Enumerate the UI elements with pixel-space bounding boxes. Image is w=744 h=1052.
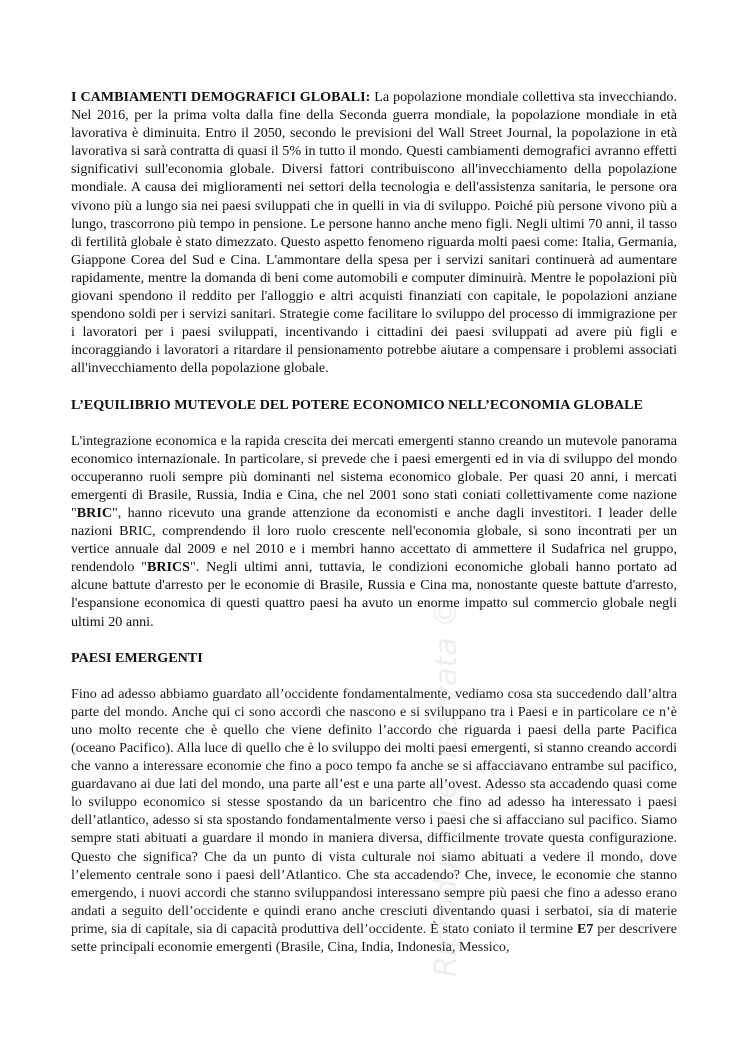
section-paesi-emergenti-body-2: per descrivere sette principali economie emergenti (Brasile, Cina, India, Indonesia, Messico, [71, 920, 677, 956]
section-demografici-heading: I CAMBIAMENTI DEMOGRAFICI GLOBALI: [71, 89, 371, 105]
e7-term: E7 [576, 920, 594, 937]
spacer [71, 378, 677, 396]
section-equilibrio-body-2: ", hanno ricevuto una grande attenzione da economisti e anche dagli investitori. I leader delle nazioni BRIC, comprendendo il loro ruolo crescente nell'economia globale, si sono incontrati per un vertice annuale dal 2009 e nel 2010 e i membri hanno accettato di ammettere il Sudafrica nel gruppo, rendendolo " [71, 504, 677, 576]
section-paesi-emergenti-body-1: Fino ad adesso abbiamo guardato all’occidente fondamentalmente, vediamo cosa sta succedendo dall’altra parte del mondo. Anche qui ci sono accordi che nascono e si sviluppano tra i Paesi e in particolare ce n’è uno molto recente che è quello che viene definito l’accordo che riguarda i paesi della parte Pacifica (oceano Pacifico). Alla luce di quello che è lo sviluppo dei molti paesi emergenti, si stanno creando accordi che vanno a interessare economie che fino a poco tempo fa anche se si affacciavano entrambe sul pacifico, guardavano ai due lati del mondo, una parte all’est e una parte all’ovest. Adesso sta accadendo quasi come lo sviluppo economico si stesse spostando da un baricentro che fino ad adesso ha interessato i paesi dell’atlantico, adesso si sta spostando fondamentalmente verso i paesi che si affacciano sul pacifico. Siamo sempre stati abituati a guardare il mondo in maniera diversa, difficilmente trovate questa configurazione. Questo che significa? Che da un punto di vista culturale noi siamo abituati a vedere il mondo, dove l’elemento centrale sono i paesi dell’Atlantico. Che sta accadendo? Che, invece, le economie che stanno emergendo, i nuovi accordi che stanno sviluppandosi interessano sempre più paesi che fino a adesso erano andati a seguito dell’occidente e quindi erano anche cresciuti diventando quasi i serbatoi, sia di materie prime, sia di capitale, sia di capacità produttiva dell’occidente. È stato coniato il termine [71, 685, 677, 937]
brics-term: BRICS [146, 559, 191, 576]
spacer [71, 631, 677, 649]
section-equilibrio-body-1: L'integrazione economica e la rapida crescita dei mercati emergenti stanno creando un mutevole panorama economico internazionale. In particolare, si prevede che i paesi emergenti ed in via di sviluppo del mondo occuperanno ruoli sempre più dominanti nel sistema economico globale. Per quasi 20 anni, i mercati emergenti di Brasile, Russia, India e Cina, che nel 2001 sono stati coniati collettivamente come nazione " [71, 432, 677, 521]
document-page [71, 88, 677, 956]
bric-term: BRIC [76, 504, 113, 521]
section-equilibrio-heading: L’EQUILIBRIO MUTEVOLE DEL POTERE ECONOMICO NELL’ECONOMIA GLOBALE [71, 396, 643, 413]
spacer [71, 667, 677, 685]
section-equilibrio-paragraph [71, 432, 677, 631]
section-demografici-paragraph [71, 88, 677, 378]
spacer [71, 414, 677, 432]
section-paesi-emergenti-paragraph [71, 685, 677, 956]
watermark: Riproduzione riservata © [428, 597, 464, 978]
section-equilibrio-body-3: ". Negli ultimi anni, tuttavia, le condizioni economiche globali hanno portato ad alcune battute d'arresto per le economie di Brasile, Russia e Cina ma, nonostante queste battute d'arresto, l'espansione economica di questi quattro paesi ha avuto un enorme impatto sul commercio globale negli ultimi 20 anni. [71, 559, 677, 630]
section-demografici-body: La popolazione mondiale collettiva sta invecchiando. Nel 2016, per la prima volta dalla fine della Seconda guerra mondiale, la popolazione mondiale in età lavorativa è diminuita. Entro il 2050, secondo le previsioni del Wall Street Journal, la popolazione in età lavorativa si sarà contratta di quasi il 5% in tutto il mondo. Questi cambiamenti demografici avranno effetti significativi sull'economia globale. Diversi fattori contribuiscono all'invecchiamento della popolazione mondiale. A causa dei miglioramenti nei settori della tecnologia e dell'assistenza sanitaria, le persone ora vivono più a lungo sia nei paesi sviluppati che in quelli in via di sviluppo. Poiché più persone vivono più a lungo, trascorrono più tempo in pensione. Le persone hanno anche meno figli. Negli ultimi 70 anni, il tasso di fertilità globale è stato dimezzato. Questo aspetto fenomeno riguarda molti paesi come: Italia, Germania, Giappone Corea del Sud e Cina. L'ammontare della spesa per i servizi sanitari continuerà ad aumentare rapidamente, mentre la domanda di beni come automobili e computer diminuirà. Mentre le popolazioni più giovani spendono il reddito per l'alloggio e altri acquisti finanziati con capitale, le popolazioni anziane spendono soldi per i servizi sanitari. Strategie come facilitare lo sviluppo del processo di immigrazione per i lavoratori per i paesi sviluppati, incentivando i cittadini dei paesi sviluppati ad avere più figli e incoraggiando i lavoratori a ritardare il pensionamento potrebbe aiutare a compensare i problemi associati all'invecchiamento della popolazione globale. [71, 89, 677, 377]
section-paesi-emergenti-heading: PAESI EMERGENTI [71, 649, 203, 666]
